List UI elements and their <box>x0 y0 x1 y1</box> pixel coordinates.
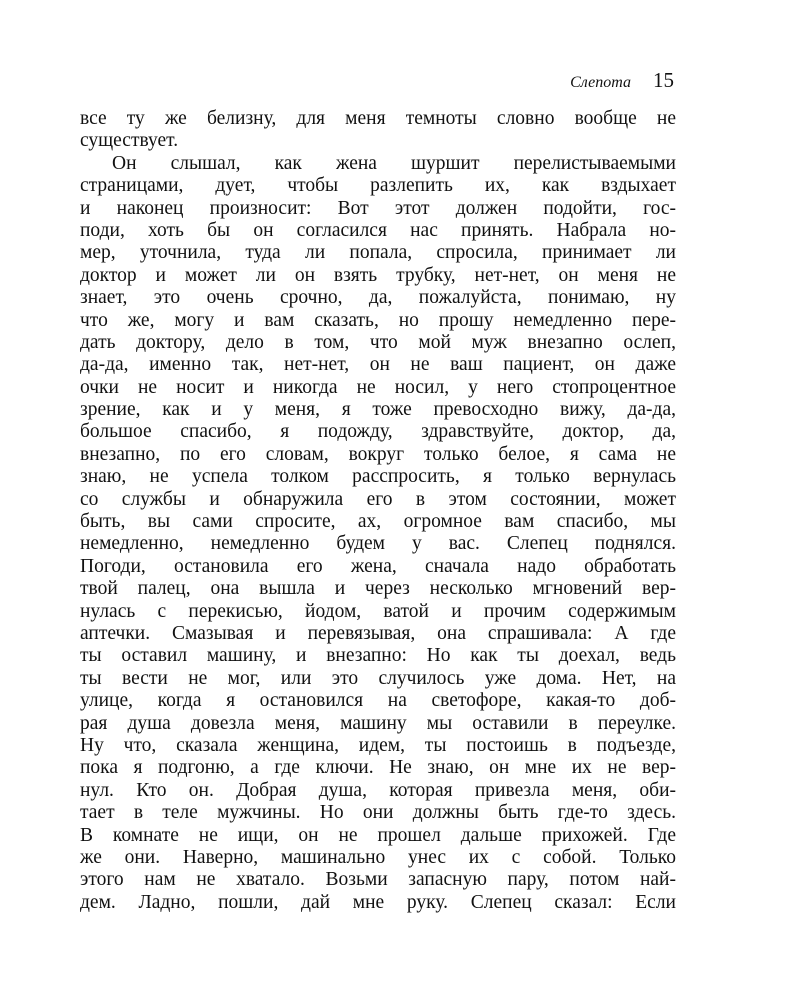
text-line: дем. Ладно, пошли, дай мне руку. Слепец сказал: Если <box>80 891 676 913</box>
text-line: мер, уточнила, туда ли попала, спросила, принимает ли <box>80 242 676 264</box>
text-line: со службы и обнаружила его в этом состоянии, может <box>80 488 676 510</box>
text-line: улице, когда я остановился на светофоре, какая-то доб- <box>80 690 676 712</box>
body-text <box>80 108 676 914</box>
text-line: же они. Наверно, машинально унес их с собой. Только <box>80 846 676 868</box>
text-line: что же, могу и вам сказать, но прошу немедленно пере- <box>80 309 676 331</box>
text-line: ты оставил машину, и внезапно: Но как ты доехал, ведь <box>80 645 676 667</box>
text-line: Ну что, сказала женщина, идем, ты постоишь в подъезде, <box>80 734 676 756</box>
text-line: Он слышал, как жена шуршит перелистываемыми <box>112 152 676 174</box>
text-line: тает в теле мужчины. Но они должны быть где-то здесь. <box>80 802 676 824</box>
text-line: ты вести не мог, или это случилось уже дома. Нет, на <box>80 667 676 689</box>
text-line: твой палец, она вышла и через несколько мгновений вер- <box>80 578 676 600</box>
text-line: немедленно, немедленно будем у вас. Слепец поднялся. <box>80 533 676 555</box>
text-line: и наконец произносит: Вот этот должен подойти, гос- <box>80 197 676 219</box>
text-line: страницами, дует, чтобы разлепить их, как вздыхает <box>80 175 676 197</box>
text-line: зрение, как и у меня, я тоже превосходно вижу, да-да, <box>80 399 676 421</box>
text-line: знает, это очень срочно, да, пожалуйста, понимаю, ну <box>80 287 676 309</box>
text-line: пока я подгоню, а где ключи. Не знаю, он мне их не вер- <box>80 757 676 779</box>
text-line: рая душа довезла меня, машину мы оставили в переулке. <box>80 712 676 734</box>
text-line: дать доктору, дело в том, что мой муж внезапно ослеп, <box>80 331 676 353</box>
text-line: доктор и может ли он взять трубку, нет-нет, он меня не <box>80 264 676 286</box>
text-line: большое спасибо, я подожду, здравствуйте, доктор, да, <box>80 421 676 443</box>
text-line: очки не носит и никогда не носил, у него стопроцентное <box>80 376 676 398</box>
text-line: Погоди, остановила его жена, сначала надо обработать <box>80 555 676 577</box>
text-line: внезапно, по его словам, вокруг только белое, я сама не <box>80 443 676 465</box>
text-line: быть, вы сами спросите, ах, огромное вам спасибо, мы <box>80 511 676 533</box>
page-number: 15 <box>653 68 674 92</box>
text-line: аптечки. Смазывая и перевязывая, она спрашивала: А где <box>80 622 676 644</box>
text-line: да-да, именно так, нет-нет, он не ваш пациент, он даже <box>80 354 676 376</box>
text-line: поди, хоть бы он согласился нас принять. Набрала но- <box>80 219 676 241</box>
text-line: нул. Кто он. Добрая душа, которая привезла меня, оби- <box>80 779 676 801</box>
text-line: все ту же белизну, для меня темноты словно вообще не <box>80 108 676 129</box>
text-line: знаю, не успела толком расспросить, я только вернулась <box>80 466 676 488</box>
text-line: В комнате не ищи, он не прошел дальше прихожей. Где <box>80 824 676 846</box>
section-title: Слепота <box>570 74 631 91</box>
text-line: нулась с перекисью, йодом, ватой и прочим содержимым <box>80 600 676 622</box>
text-line: существует. <box>80 130 179 152</box>
running-head <box>570 68 674 93</box>
text-line: этого нам не хватало. Возьми запасную пару, потом най- <box>80 869 676 891</box>
